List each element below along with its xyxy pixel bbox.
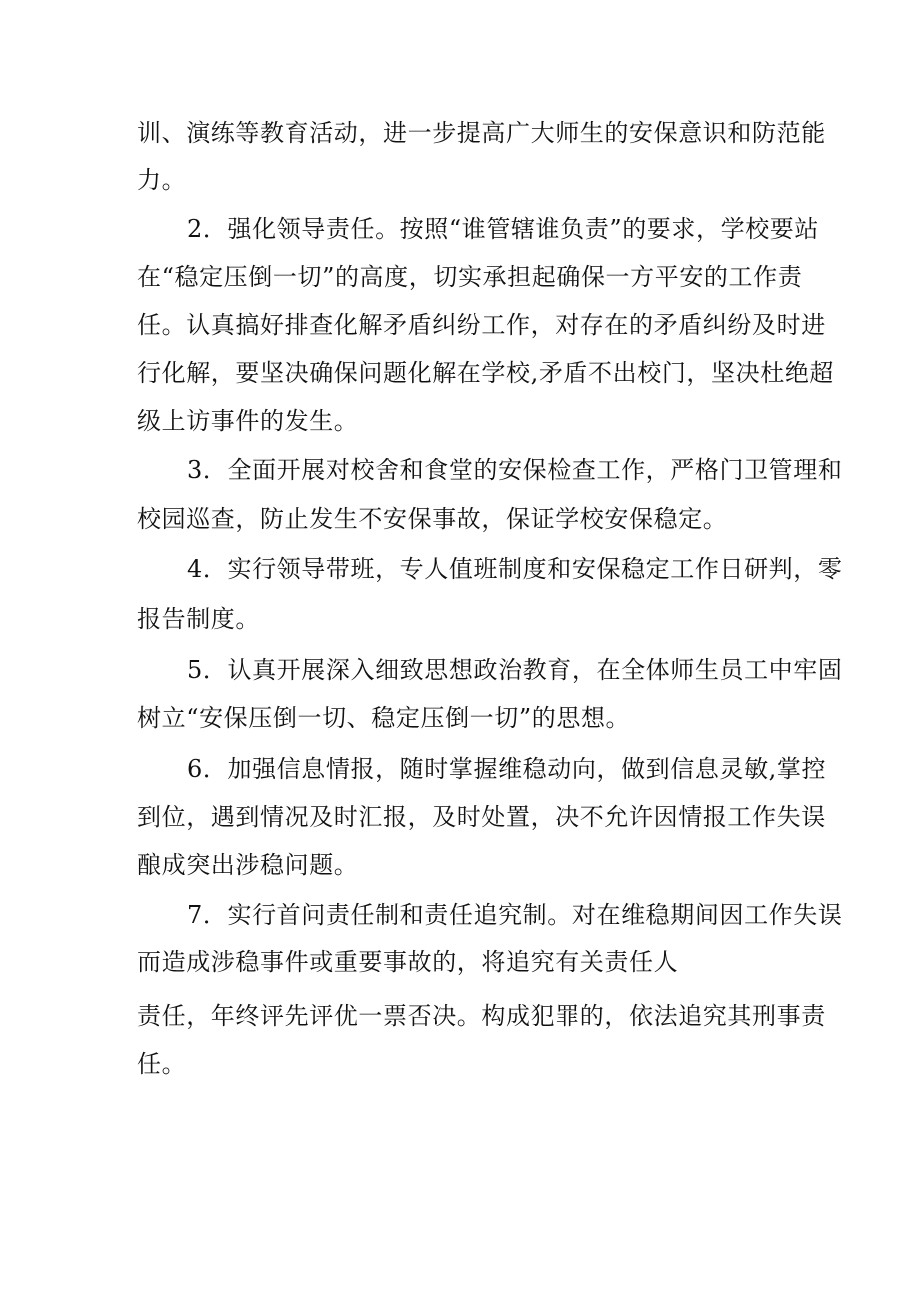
text-line: 报告制度。 (137, 605, 260, 633)
text-line: 而造成涉稳事件或重要事故的，将追究有关责任人 (137, 948, 679, 976)
text-line: 训、演练等教育活动，进一步提高广大师生的安保意识和防范能 (137, 119, 826, 147)
text-line: 树立“安保压倒一切、稳定压倒一切”的思想。 (137, 704, 631, 732)
text-line: 6．加强信息情报，随时掌握维稳动向，做到信息灵敏,掌控 (187, 755, 827, 783)
text-line: 4．实行领导带班，专人值班制度和安保稳定工作日研判，零 (187, 555, 843, 583)
text-line: 5．认真开展深入细致思想政治教育，在全体师生员工中牢固 (187, 656, 843, 684)
text-line: 任。 (137, 1050, 187, 1078)
text-line: 2．强化领导责任。按照“谁管辖谁负责”的要求，学校要站 (187, 215, 820, 243)
text-line: 酿成突出涉稳问题。 (137, 851, 359, 879)
text-line: 在“稳定压倒一切”的高度，切实承担起确保一方平安的工作责 (137, 263, 803, 291)
text-line: 责任，年终评先评优一票否决。构成犯罪的，依法追究其刑事责 (137, 1002, 826, 1030)
text-line: 校园巡查，防止发生不安保事故，保证学校安保稳定。 (137, 505, 728, 533)
text-line: 7．实行首问责任制和责任追究制。对在维稳期间因工作失误 (187, 901, 843, 929)
text-line: 行化解，要坚决确保问题化解在学校,矛盾不出校门，坚决杜绝超 (137, 359, 835, 387)
text-line: 3．全面开展对校舍和食堂的安保检查工作，严格门卫管理和 (187, 456, 843, 484)
text-line: 到位，遇到情况及时汇报，及时处置，决不允许因情报工作失误 (137, 803, 826, 831)
text-line: 任。认真搞好排查化解矛盾纠纷工作，对存在的矛盾纠纷及时进 (137, 311, 826, 339)
text-line: 力。 (137, 166, 187, 194)
text-line: 级上访事件的发生。 (137, 407, 359, 435)
